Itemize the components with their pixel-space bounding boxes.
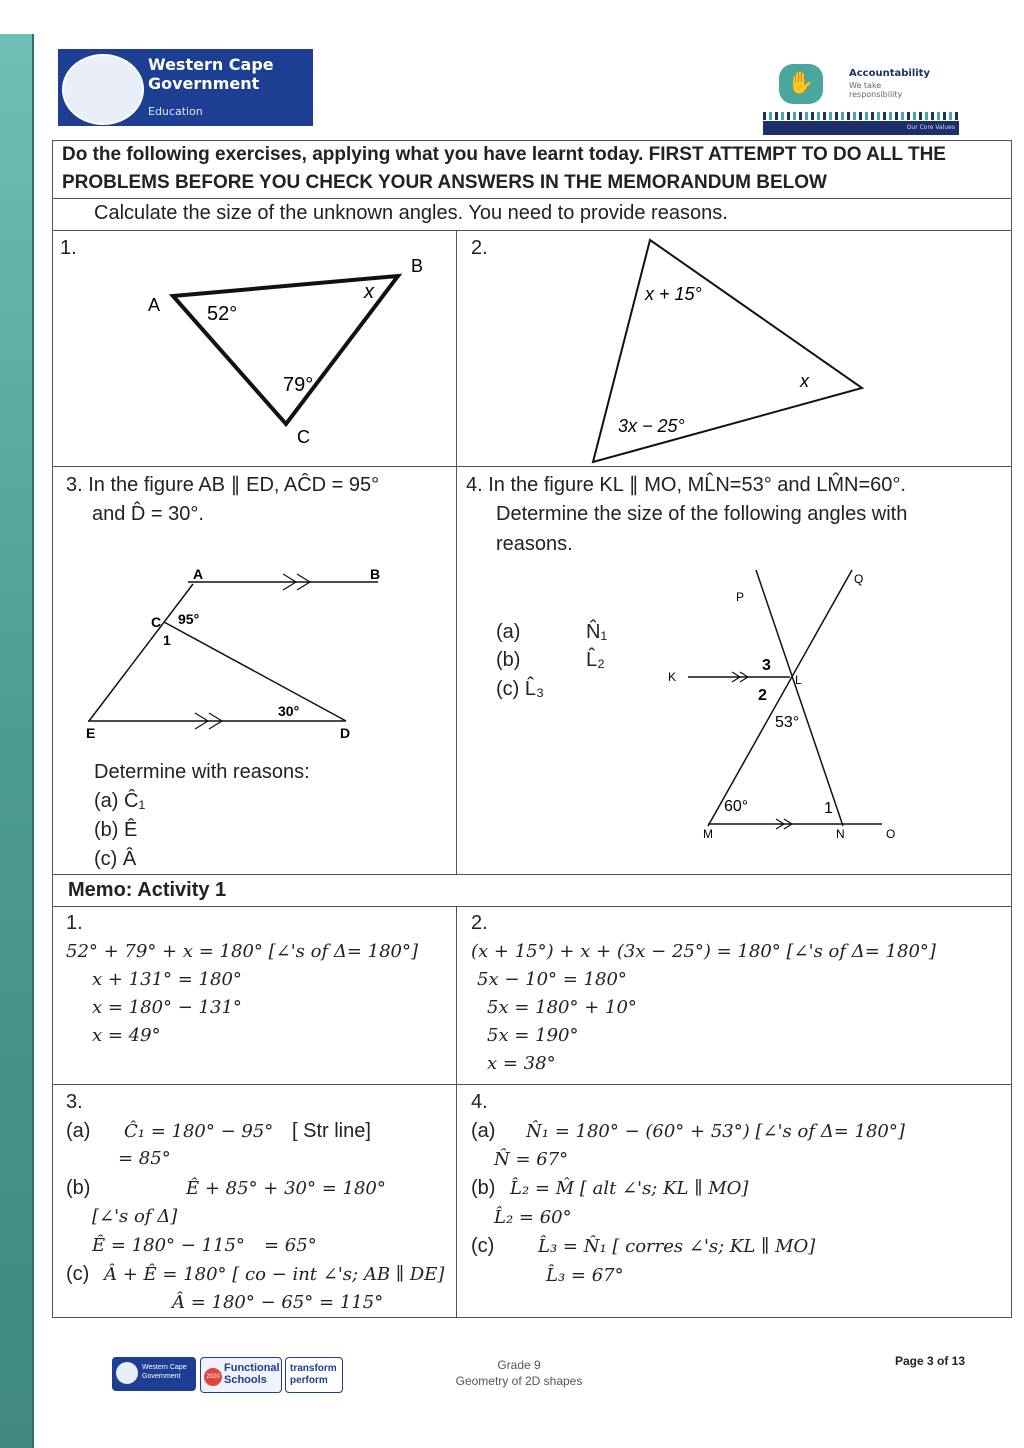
memo3-b-line2: [∠'s of Δ] — [92, 1206, 178, 1227]
q2-number: 2. — [471, 237, 488, 259]
memo3-b-result: = 65° — [264, 1235, 317, 1256]
q3-label-e: E — [86, 725, 96, 741]
footer-crest-icon — [116, 1362, 138, 1384]
footer-topic: Geometry of 2D shapes — [455, 1374, 583, 1388]
memo3-b-line3: Ê = 180° − 115° — [92, 1235, 245, 1256]
memo3-a-reason: [ Str line] — [292, 1120, 371, 1142]
q3-line-cd — [164, 622, 346, 721]
memo2-line2: 5x − 10° = 180° — [477, 969, 627, 990]
memo3-a-label: (a) — [66, 1120, 91, 1142]
memo3-c-label: (c) — [66, 1263, 90, 1285]
q3-part-c: (c) Â — [94, 848, 137, 870]
q4-label-p: P — [736, 590, 745, 604]
memo2-line1: (x + 15°) + x + (3x − 25°) = 180° [∠'s of Δ= 180°] — [471, 941, 936, 962]
page-number: Page 3 of 13 — [894, 1354, 966, 1368]
memo3-b-label: (b) — [66, 1177, 91, 1199]
memo2-line5: x = 38° — [487, 1053, 556, 1074]
q1-label-b: B — [411, 256, 424, 276]
task-text: Calculate the size of the unknown angles. You need to provide reasons. — [94, 202, 728, 224]
q4-part-a-value: N̂₁ — [586, 621, 608, 643]
footer-functional-text: Functional Schools — [224, 1362, 280, 1386]
q4-angle-1: 1 — [824, 800, 833, 817]
q1-label-a: A — [148, 295, 161, 315]
memo3-b-line1: Ê + 85° + 30° = 180° — [186, 1178, 386, 1199]
accountability-title: Accountability — [849, 68, 930, 79]
q3-line-ae — [89, 584, 193, 721]
footer-grade: Grade 9 — [497, 1358, 541, 1372]
q2-label-bottom: 3x − 25° — [618, 416, 685, 436]
memo2-line3: 5x = 180° + 10° — [487, 997, 637, 1018]
memo1-number: 1. — [66, 912, 83, 934]
q2-label-top: x + 15° — [645, 284, 702, 304]
q1-angle-c: 79° — [283, 374, 314, 396]
memo4-b-label: (b) — [471, 1177, 496, 1199]
q4-statement-line2: Determine the size of the following angles with — [496, 503, 908, 525]
q4-label-q: Q — [854, 572, 864, 586]
q3-angle-95: 95° — [178, 611, 200, 627]
q4-label-n: N — [836, 827, 845, 841]
memo3-c-line2: Â = 180° − 65° = 115° — [172, 1292, 384, 1313]
q3-determine: Determine with reasons: — [94, 761, 310, 783]
q3-label-a: A — [193, 566, 204, 582]
memo4-number: 4. — [471, 1091, 488, 1113]
instruction-line1: Do the following exercises, applying what you have learnt today. FIRST ATTEMPT TO DO ALL THE — [62, 144, 946, 165]
footer-wcg-logo — [112, 1357, 196, 1391]
values-bar: Our Core Values — [763, 121, 959, 135]
memo4-c-label: (c) — [471, 1235, 495, 1257]
q4-angle-53: 53° — [775, 714, 800, 731]
q3-statement-line1: 3. In the figure AB ∥ ED, AĈD = 95° — [66, 474, 380, 496]
memo2-number: 2. — [471, 912, 488, 934]
memo3-a-line1: Ĉ₁ = 180° − 95° — [124, 1121, 274, 1142]
footer-functional-year: 2020 — [204, 1368, 222, 1386]
memo1-line1: 52° + 79° + x = 180° [∠'s of Δ= 180°] — [66, 941, 419, 962]
q4-part-b-label: (b) — [496, 649, 521, 671]
q1-angle-b: x — [364, 281, 374, 303]
q4-angle-60: 60° — [724, 798, 749, 815]
q3-angle-1: 1 — [163, 632, 171, 648]
q3-part-b: (b) Ê — [94, 819, 138, 841]
q4-statement-line1: 4. In the figure KL ∥ MO, ML̂N=53° and LM̂N=60°. — [466, 474, 906, 496]
q3-statement-line2: and D̂ = 30°. — [92, 503, 204, 525]
memo3-number: 3. — [66, 1091, 83, 1113]
q4-part-a-label: (a) — [496, 621, 521, 643]
q3-label-c: C — [151, 614, 162, 630]
q4-label-k: K — [668, 670, 677, 684]
footer-transform-text: transform perform — [290, 1363, 337, 1386]
memo4-b-line2: L̂₂ = 60° — [494, 1207, 572, 1228]
memo-title: Memo: Activity 1 — [68, 879, 227, 901]
q4-label-o: O — [886, 827, 896, 841]
memo1-line3: x = 180° − 131° — [92, 997, 242, 1018]
memo4-c-line1: L̂₃ = N̂₁ [ corres ∠'s; KL ∥ MO] — [538, 1236, 816, 1257]
q4-label-m: M — [703, 827, 713, 841]
wcg-subtitle: Education — [148, 105, 203, 118]
wcg-title-line1: Western Cape — [148, 55, 274, 74]
q1-angle-a: 52° — [207, 303, 238, 325]
wcg-title-line2: Government — [148, 74, 260, 93]
q3-part-a: (a) Ĉ₁ — [94, 790, 146, 812]
memo4-b-line1: L̂₂ = M̂ [ alt ∠'s; KL ∥ MO] — [510, 1178, 749, 1199]
memo4-a-line1: N̂₁ = 180° − (60° + 53°) [∠'s of Δ= 180°] — [526, 1121, 905, 1142]
q4-statement-line3: reasons. — [496, 533, 573, 555]
q3-label-b: B — [370, 566, 381, 582]
memo4-a-label: (a) — [471, 1120, 496, 1142]
memo4-c-line2: L̂₃ = 67° — [546, 1265, 624, 1286]
q1-number: 1. — [60, 237, 77, 259]
q4-part-c: (c) L̂₃ — [496, 678, 545, 700]
memo2-line4: 5x = 190° — [487, 1025, 579, 1046]
q4-angle-3: 3 — [762, 657, 771, 674]
memo4-a-line2: N̂ = 67° — [494, 1149, 569, 1170]
memo3-c-line1: Â + Ê = 180° [ co − int ∠'s; AB ∥ DE] — [104, 1264, 445, 1285]
accountability-sub1: We take — [849, 81, 882, 90]
accountability-sub2: responsibility — [849, 90, 903, 99]
q4-part-b-value: L̂₂ — [586, 649, 605, 671]
q3-angle-30: 30° — [278, 703, 300, 719]
memo1-line4: x = 49° — [92, 1025, 161, 1046]
memo3-a-line2: = 85° — [118, 1148, 171, 1169]
memo1-line2: x + 131° = 180° — [92, 969, 242, 990]
hand-icon: ✋ — [779, 64, 823, 104]
q3-label-d: D — [340, 725, 351, 741]
q1-label-c: C — [297, 427, 310, 447]
q4-label-l: L — [795, 673, 802, 687]
q4-angle-2: 2 — [758, 687, 767, 704]
instruction-line2: PROBLEMS BEFORE YOU CHECK YOUR ANSWERS IN THE MEMORANDUM BELOW — [62, 172, 827, 193]
footer-wcg-text: Western Cape Government — [142, 1364, 187, 1380]
footer-functional-schools-logo — [200, 1357, 282, 1393]
footer-transform-logo — [285, 1357, 343, 1393]
q2-label-right: x — [800, 371, 809, 391]
